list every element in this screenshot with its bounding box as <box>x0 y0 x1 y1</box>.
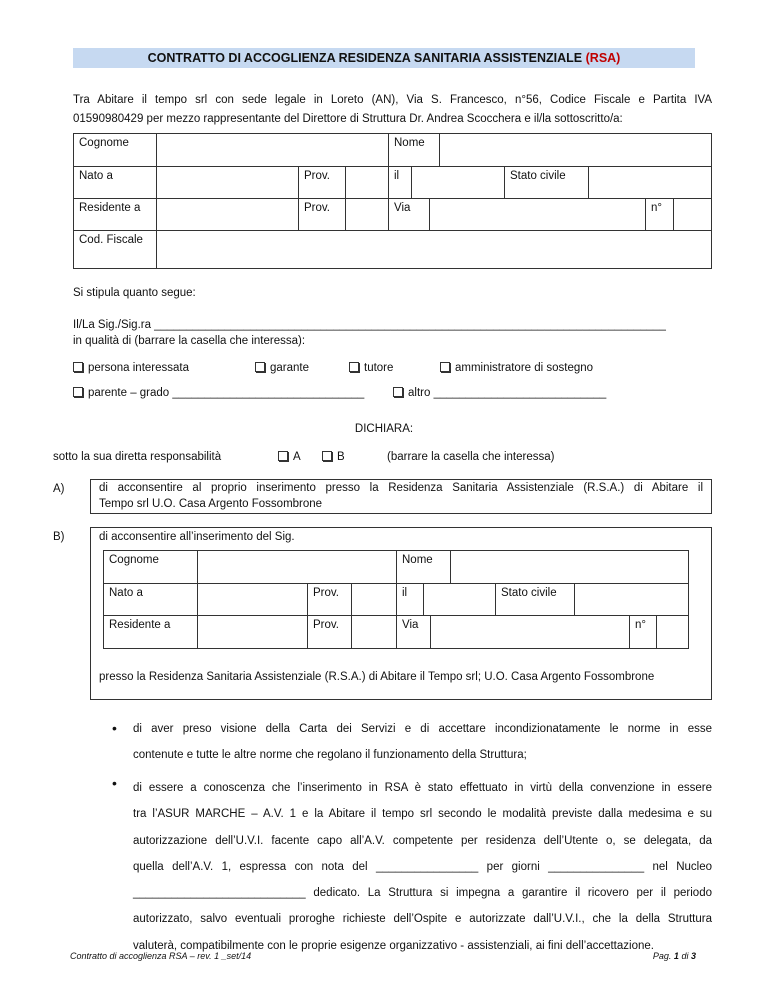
bullet-2-line: autorizzato, salvo eventuali proroghe richieste dell’Ospite e autorizzate dall’U.V.I., che la della Struttura <box>133 913 712 926</box>
label-prov: Prov. <box>299 199 346 230</box>
bullet-2 <box>133 775 712 959</box>
label-residente: Residente a <box>104 616 198 648</box>
section-b-box <box>90 527 712 700</box>
label-prov: Prov. <box>299 167 346 198</box>
field-via[interactable] <box>431 616 630 648</box>
field-numero[interactable] <box>657 616 688 648</box>
bullet-1-line-2: contenute e tutte le altre norme che regolano il funzionamento della Struttura; <box>133 749 527 761</box>
field-nato[interactable] <box>198 584 308 615</box>
checkbox-icon[interactable] <box>255 362 265 372</box>
section-a-line-1: di acconsentire al proprio inserimento presso la Residenza Sanitaria Assistenziale (R.S.A.) di Abitare il <box>99 482 703 494</box>
section-b-label: B) <box>53 531 65 543</box>
label-numero: n° <box>646 199 674 230</box>
bullet-2-line: tra l’ASUR MARCHE – A.V. 1 e la Abitare il tempo srl secondo le modalità previste dalla medesima e su <box>133 808 712 821</box>
choice-label: A <box>293 451 301 463</box>
section-b-presso: presso la Residenza Sanitaria Assistenziale (R.S.A.) di Abitare il Tempo srl; U.O. Casa Argento Fossombrone <box>99 671 655 683</box>
option-persona[interactable] <box>73 359 189 378</box>
choice-b[interactable] <box>322 448 345 467</box>
title-text: CONTRATTO DI ACCOGLIENZA RESIDENZA SANITARIA ASSISTENZIALE <box>147 51 583 65</box>
label-nato: Nato a <box>104 584 198 615</box>
bullet-2-line: autorizzazione dell’U.V.I. facente capo all’A.V. competente per residenza dell’Utente o, se delegata, da <box>133 834 712 847</box>
checkbox-icon[interactable] <box>393 387 403 397</box>
field-prov-res[interactable] <box>352 616 397 648</box>
field-cod-fiscale[interactable] <box>157 231 711 268</box>
option-altro[interactable] <box>393 384 606 403</box>
choice-a[interactable] <box>278 448 301 467</box>
section-a-label: A) <box>53 483 65 495</box>
section-b-text: di acconsentire all’inserimento del Sig. <box>99 531 295 543</box>
responsabilita-text: sotto la sua diretta responsabilità <box>53 451 222 463</box>
option-garante[interactable] <box>255 359 309 378</box>
label-stato-civile: Stato civile <box>496 584 575 615</box>
label-stato-civile: Stato civile <box>505 167 589 198</box>
footer-page <box>653 951 696 961</box>
document-title <box>73 48 695 68</box>
bullet-2-line: valuterà, compatibilmente con le proprie esigenze organizzativo - assistenziali, ai fini dell’accettazione. <box>133 939 654 952</box>
field-nome[interactable] <box>440 134 711 166</box>
label-nome: Nome <box>389 134 440 166</box>
field-data[interactable] <box>412 167 505 198</box>
field-residente[interactable] <box>157 199 299 230</box>
checkbox-icon[interactable] <box>73 387 83 397</box>
option-label: garante <box>270 362 310 374</box>
intro-line-2: 01590980429 per mezzo rappresentante del Direttore di Struttura Dr. Andrea Scocchera e il/la sottoscritto/a: <box>73 113 623 125</box>
footer-left: Contratto di accoglienza RSA – rev. 1 _set/14 <box>70 951 252 961</box>
bullet-2-line: quella dell’A.V. 1, espressa con nota del ________________ per giorni _______________ nel Nucleo <box>133 860 712 873</box>
label-via: Via <box>397 616 431 648</box>
checkbox-icon[interactable] <box>73 362 83 372</box>
label-il: il <box>397 584 424 615</box>
option-tutore[interactable] <box>349 359 393 378</box>
page-total: 3 <box>690 951 696 961</box>
option-label: parente – grado ______________________________ <box>88 387 365 399</box>
field-data[interactable] <box>424 584 496 615</box>
stipula-text: Si stipula quanto segue: <box>73 287 196 299</box>
option-label: persona interessata <box>88 362 190 374</box>
choice-label: B <box>337 451 345 463</box>
label-prov: Prov. <box>308 616 352 648</box>
section-a-box <box>90 479 712 514</box>
dichiara-heading: DICHIARA: <box>354 423 414 435</box>
page-of: di <box>681 951 689 961</box>
label-cod-fiscale: Cod. Fiscale <box>74 231 157 268</box>
bullet-1-line-1: di aver preso visione della Carta dei Servizi e di accettare incondizionatamente le norme in esse <box>133 723 712 735</box>
field-prov-res[interactable] <box>346 199 389 230</box>
checkbox-icon[interactable] <box>278 451 288 461</box>
checkbox-icon[interactable] <box>322 451 332 461</box>
label-nome: Nome <box>397 551 451 583</box>
label-il: il <box>389 167 412 198</box>
field-numero[interactable] <box>674 199 711 230</box>
label-via: Via <box>389 199 430 230</box>
option-label: amministratore di sostegno <box>455 362 594 374</box>
guest-data-table <box>103 550 689 649</box>
qualita-text: in qualità di (barrare la casella che interessa): <box>73 335 306 347</box>
label-cognome: Cognome <box>104 551 198 583</box>
section-a-line-2: Tempo srl U.O. Casa Argento Fossombrone <box>99 498 323 510</box>
option-label: altro ___________________________ <box>408 387 607 399</box>
label-residente: Residente a <box>74 199 157 230</box>
field-stato-civile[interactable] <box>575 584 688 615</box>
intro-line-1: Tra Abitare il tempo srl con sede legale in Loreto (AN), Via S. Francesco, n°56, Codice Fiscale e Partita IVA <box>73 94 712 106</box>
field-prov[interactable] <box>346 167 389 198</box>
field-residente[interactable] <box>198 616 308 648</box>
option-label: tutore <box>364 362 394 374</box>
page-label: Pag. <box>652 951 672 961</box>
bullet-2-line: ___________________________ dedicato. La Struttura si impegna a garantire il ricovero per il periodo <box>133 887 712 900</box>
sig-line[interactable]: Il/La Sig./Sig.ra ________________________________________________________________________________ <box>73 319 666 331</box>
field-cognome[interactable] <box>198 551 397 583</box>
personal-data-table <box>73 133 712 269</box>
page-number: 1 <box>673 951 679 961</box>
field-nome[interactable] <box>451 551 688 583</box>
field-prov[interactable] <box>352 584 397 615</box>
field-nato[interactable] <box>157 167 299 198</box>
label-nato: Nato a <box>74 167 157 198</box>
barrare-text: (barrare la casella che interessa) <box>387 451 555 463</box>
checkbox-icon[interactable] <box>440 362 450 372</box>
label-numero: n° <box>630 616 657 648</box>
bullet-icon: • <box>112 775 117 791</box>
checkbox-icon[interactable] <box>349 362 359 372</box>
field-via[interactable] <box>430 199 646 230</box>
field-cognome[interactable] <box>157 134 389 166</box>
option-amministratore[interactable] <box>440 359 593 378</box>
title-highlight: (RSA) <box>585 51 621 65</box>
field-stato-civile[interactable] <box>589 167 711 198</box>
bullet-2-line: di essere a conoscenza che l’inserimento in RSA è stato effettuato in virtù della convenzione in essere <box>133 782 712 794</box>
option-parente[interactable] <box>73 384 364 403</box>
bullet-icon: • <box>112 720 117 736</box>
label-cognome: Cognome <box>74 134 157 166</box>
label-prov: Prov. <box>308 584 352 615</box>
